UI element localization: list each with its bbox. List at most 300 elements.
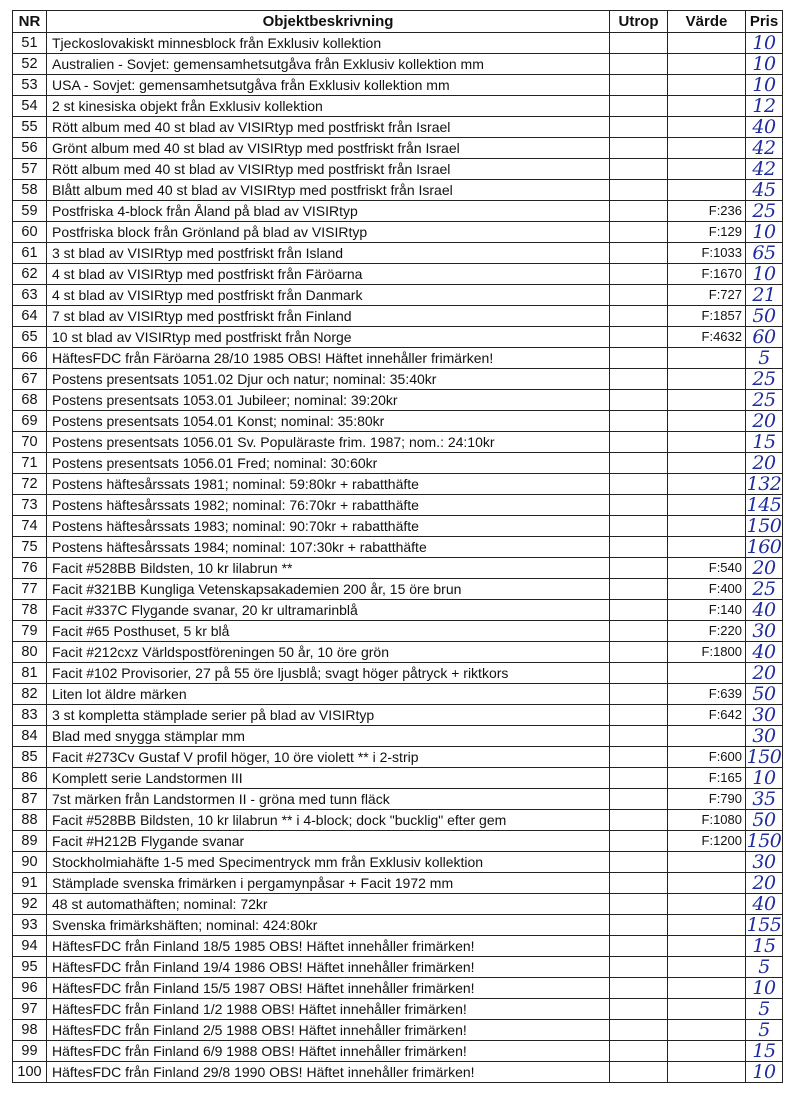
lot-utrop [610,1020,668,1041]
lot-number: 54 [13,96,47,117]
lot-number: 98 [13,1020,47,1041]
table-row [13,243,783,264]
lot-varde [668,1020,746,1041]
lot-utrop [610,33,668,54]
lot-number: 59 [13,201,47,222]
lot-number: 65 [13,327,47,348]
lot-varde [668,852,746,873]
header-row [13,11,783,33]
lot-description: 48 st automathäften; nominal: 72kr [47,894,610,915]
lot-pris: 10 [746,33,783,54]
lot-pris: 60 [746,327,783,348]
lot-varde [668,978,746,999]
lot-number: 88 [13,810,47,831]
lot-number: 71 [13,453,47,474]
lot-varde: F:1033 [668,243,746,264]
table-row [13,621,783,642]
lot-utrop [610,1041,668,1062]
lot-description: Grönt album med 40 st blad av VISIRtyp med postfriskt från Israel [47,138,610,159]
lot-number: 66 [13,348,47,369]
lot-utrop [610,75,668,96]
lot-varde [668,936,746,957]
lot-number: 56 [13,138,47,159]
lot-varde: F:1080 [668,810,746,831]
lot-varde [668,348,746,369]
lot-utrop [610,159,668,180]
lot-pris: 30 [746,852,783,873]
lot-description: Svenska frimärkshäften; nominal: 424:80kr [47,915,610,936]
lot-description: Postfriska 4-block från Åland på blad av VISIRtyp [47,201,610,222]
lot-utrop [610,1062,668,1083]
lot-utrop [610,579,668,600]
lot-description: HäftesFDC från Färöarna 28/10 1985 OBS! Häftet innehåller frimärken! [47,348,610,369]
lot-varde: F:639 [668,684,746,705]
lot-pris: 15 [746,432,783,453]
lot-varde [668,138,746,159]
table-row [13,96,783,117]
lot-description: 4 st blad av VISIRtyp med postfriskt från Färöarna [47,264,610,285]
table-row [13,642,783,663]
table-row [13,285,783,306]
header-pris: Pris [746,11,783,33]
lot-utrop [610,831,668,852]
lot-number: 82 [13,684,47,705]
lot-varde [668,159,746,180]
lot-varde [668,390,746,411]
lot-description: 3 st blad av VISIRtyp med postfriskt från Island [47,243,610,264]
lot-description: Blad med snygga stämplar mm [47,726,610,747]
table-row [13,558,783,579]
lot-number: 80 [13,642,47,663]
lot-number: 52 [13,54,47,75]
lot-number: 89 [13,831,47,852]
lot-number: 63 [13,285,47,306]
lot-description: Facit #H212B Flygande svanar [47,831,610,852]
lot-description: Facit #528BB Bildsten, 10 kr lilabrun ** [47,558,610,579]
table-row [13,390,783,411]
table-row [13,684,783,705]
lot-pris: 145 [746,494,782,516]
lot-varde [668,369,746,390]
lot-number: 72 [13,474,47,495]
lot-pris: 155 [746,914,782,936]
lot-utrop [610,915,668,936]
lot-description: Postens häftesårssats 1982; nominal: 76:70kr + rabatthäfte [47,495,610,516]
lot-varde [668,54,746,75]
lot-number: 84 [13,726,47,747]
table-row [13,894,783,915]
lot-varde [668,474,746,495]
lot-number: 79 [13,621,47,642]
lot-description: Facit #337C Flygande svanar, 20 kr ultramarinblå [47,600,610,621]
lot-number: 57 [13,159,47,180]
table-row [13,264,783,285]
table-row [13,999,783,1020]
table-row [13,159,783,180]
lot-description: Komplett serie Landstormen III [47,768,610,789]
table-row [13,495,783,516]
table-row [13,1020,783,1041]
table-row [13,579,783,600]
lot-varde [668,411,746,432]
lot-number: 53 [13,75,47,96]
lot-number: 86 [13,768,47,789]
lot-number: 92 [13,894,47,915]
table-row [13,33,783,54]
lot-pris: 50 [746,810,783,831]
lot-number: 60 [13,222,47,243]
table-row [13,873,783,894]
lot-varde [668,117,746,138]
lot-pris: 50 [746,306,783,327]
lot-utrop [610,432,668,453]
lot-description: HäftesFDC från Finland 29/8 1990 OBS! Häftet innehåller frimärken! [47,1062,610,1083]
lot-pris: 30 [746,621,783,642]
lot-number: 96 [13,978,47,999]
lot-varde: F:1800 [668,642,746,663]
lot-utrop [610,957,668,978]
table-body [13,33,783,1083]
lot-pris: 30 [746,705,783,726]
lot-number: 69 [13,411,47,432]
lot-number: 61 [13,243,47,264]
lot-utrop [610,453,668,474]
header-utrop: Utrop [610,11,668,33]
lot-utrop [610,516,668,537]
lot-pris: 10 [746,75,783,96]
lot-description: Facit #65 Posthuset, 5 kr blå [47,621,610,642]
lot-varde: F:400 [668,579,746,600]
lot-number: 55 [13,117,47,138]
lot-pris: 35 [746,789,783,810]
lot-pris: 5 [746,999,783,1020]
lot-description: Postens presentsats 1051.02 Djur och natur; nominal: 35:40kr [47,369,610,390]
lot-pris: 10 [746,54,783,75]
lot-utrop [610,747,668,768]
lot-pris: 30 [746,726,783,747]
table-row [13,663,783,684]
table-row [13,369,783,390]
table-row [13,789,783,810]
lot-varde [668,894,746,915]
lot-utrop [610,264,668,285]
lot-number: 64 [13,306,47,327]
lot-varde [668,432,746,453]
lot-pris: 25 [746,390,783,411]
lot-varde [668,999,746,1020]
lot-pris: 5 [746,957,783,978]
lot-varde: F:140 [668,600,746,621]
lot-description: Postens presentsats 1053.01 Jubileer; nominal: 39:20kr [47,390,610,411]
lot-number: 68 [13,390,47,411]
lot-number: 93 [13,915,47,936]
table-row [13,747,783,768]
lot-pris: 42 [746,159,783,180]
table-row [13,75,783,96]
lot-number: 73 [13,495,47,516]
lot-varde: F:600 [668,747,746,768]
lot-varde [668,516,746,537]
lot-pris: 132 [746,473,782,495]
lot-pris: 40 [746,894,783,915]
lot-varde [668,915,746,936]
lot-pris: 20 [746,453,783,474]
lot-description: Blått album med 40 st blad av VISIRtyp med postfriskt från Israel [47,180,610,201]
lot-utrop [610,411,668,432]
lot-varde: F:1857 [668,306,746,327]
lot-description: HäftesFDC från Finland 15/5 1987 OBS! Häftet innehåller frimärken! [47,978,610,999]
table-row [13,852,783,873]
lot-description: HäftesFDC från Finland 18/5 1985 OBS! Häftet innehåller frimärken! [47,936,610,957]
lot-description: HäftesFDC från Finland 6/9 1988 OBS! Häftet innehåller frimärken! [47,1041,610,1062]
lot-varde: F:1670 [668,264,746,285]
lot-description: Postens presentsats 1056.01 Sv. Populäraste frim. 1987; nom.: 24:10kr [47,432,610,453]
lot-varde [668,495,746,516]
lot-pris: 20 [746,873,783,894]
lot-pris: 25 [746,201,783,222]
lot-description: Postens häftesårssats 1983; nominal: 90:70kr + rabatthäfte [47,516,610,537]
lot-varde [668,873,746,894]
table-row [13,138,783,159]
lot-description: Liten lot äldre märken [47,684,610,705]
auction-list-sheet [12,10,782,1083]
lot-pris: 42 [746,138,783,159]
lot-number: 58 [13,180,47,201]
table-row [13,117,783,138]
table-row [13,831,783,852]
lot-utrop [610,810,668,831]
table-row [13,810,783,831]
lot-number: 87 [13,789,47,810]
table-row [13,936,783,957]
lot-varde [668,33,746,54]
lot-pris: 40 [746,600,783,621]
lot-description: 4 st blad av VISIRtyp med postfriskt från Danmark [47,285,610,306]
lot-utrop [610,201,668,222]
lot-number: 90 [13,852,47,873]
lot-utrop [610,558,668,579]
lot-utrop [610,642,668,663]
header-nr: NR [13,11,47,33]
lot-varde: F:165 [668,768,746,789]
lot-utrop [610,306,668,327]
lot-description: Postens häftesårssats 1981; nominal: 59:80kr + rabatthäfte [47,474,610,495]
lot-pris: 65 [746,243,783,264]
table-row [13,474,783,495]
lot-varde: F:4632 [668,327,746,348]
lot-utrop [610,243,668,264]
lot-number: 75 [13,537,47,558]
lot-description: Rött album med 40 st blad av VISIRtyp med postfriskt från Israel [47,117,610,138]
lot-utrop [610,180,668,201]
lot-number: 91 [13,873,47,894]
lot-utrop [610,789,668,810]
lot-number: 97 [13,999,47,1020]
lot-description: 7st märken från Landstormen II - gröna med tunn fläck [47,789,610,810]
lot-pris: 10 [746,1062,783,1083]
lot-pris: 5 [746,348,783,369]
lot-description: HäftesFDC från Finland 1/2 1988 OBS! Häftet innehåller frimärken! [47,999,610,1020]
lot-utrop [610,726,668,747]
table-row [13,432,783,453]
lot-pris: 15 [746,936,783,957]
lot-utrop [610,390,668,411]
lot-description: Australien - Sovjet: gemensamhetsutgåva från Exklusiv kollektion mm [47,54,610,75]
lot-utrop [610,999,668,1020]
lot-description: Postens presentsats 1054.01 Konst; nominal: 35:80kr [47,411,610,432]
lot-utrop [610,873,668,894]
table-row [13,327,783,348]
table-row [13,600,783,621]
table-row [13,726,783,747]
lot-varde [668,1062,746,1083]
lot-description: Tjeckoslovakiskt minnesblock från Exklusiv kollektion [47,33,610,54]
lot-utrop [610,327,668,348]
lot-description: USA - Sovjet: gemensamhetsutgåva från Exklusiv kollektion mm [47,75,610,96]
lot-varde: F:727 [668,285,746,306]
lot-utrop [610,852,668,873]
lot-pris: 20 [746,663,783,684]
lot-number: 94 [13,936,47,957]
lot-description: Facit #212cxz Världspostföreningen 50 år, 10 öre grön [47,642,610,663]
lot-number: 70 [13,432,47,453]
lot-description: HäftesFDC från Finland 19/4 1986 OBS! Häftet innehåller frimärken! [47,957,610,978]
lot-description: 2 st kinesiska objekt från Exklusiv kollektion [47,96,610,117]
lot-description: Postens presentsats 1056.01 Fred; nominal: 30:60kr [47,453,610,474]
lot-number: 51 [13,33,47,54]
table-row [13,957,783,978]
lot-utrop [610,474,668,495]
table-row [13,516,783,537]
lot-pris: 50 [746,684,783,705]
lot-number: 78 [13,600,47,621]
lot-number: 99 [13,1041,47,1062]
lot-varde [668,726,746,747]
lot-number: 100 [13,1062,47,1083]
lot-pris: 10 [746,978,783,999]
lot-description: Stämplade svenska frimärken i pergamynpåsar + Facit 1972 mm [47,873,610,894]
lot-pris: 160 [746,536,782,558]
table-row [13,537,783,558]
lot-pris: 10 [746,222,783,243]
lot-utrop [610,222,668,243]
lot-utrop [610,705,668,726]
lot-pris: 150 [746,746,782,768]
header-varde: Värde [668,11,746,33]
lot-number: 67 [13,369,47,390]
table-row [13,915,783,936]
lot-varde: F:220 [668,621,746,642]
lot-varde: F:642 [668,705,746,726]
lot-varde: F:236 [668,201,746,222]
lot-utrop [610,96,668,117]
lot-utrop [610,348,668,369]
table-row [13,201,783,222]
table-row [13,411,783,432]
lot-number: 83 [13,705,47,726]
table-row [13,453,783,474]
lot-description: 7 st blad av VISIRtyp med postfriskt från Finland [47,306,610,327]
lot-varde: F:540 [668,558,746,579]
lot-number: 62 [13,264,47,285]
lot-number: 81 [13,663,47,684]
lot-description: Postens häftesårssats 1984; nominal: 107:30kr + rabatthäfte [47,537,610,558]
lot-utrop [610,621,668,642]
lot-varde [668,663,746,684]
lot-description: Facit #273Cv Gustaf V profil höger, 10 öre violett ** i 2-strip [47,747,610,768]
lot-varde: F:790 [668,789,746,810]
auction-table [12,10,783,1083]
lot-varde [668,75,746,96]
lot-varde [668,180,746,201]
lot-description: Facit #528BB Bildsten, 10 kr lilabrun ** i 4-block; dock "bucklig" efter gem [47,810,610,831]
lot-number: 95 [13,957,47,978]
lot-description: 10 st blad av VISIRtyp med postfriskt från Norge [47,327,610,348]
table-row [13,222,783,243]
table-row [13,348,783,369]
lot-pris: 20 [746,558,783,579]
table-row [13,54,783,75]
lot-utrop [610,684,668,705]
lot-pris: 40 [746,117,783,138]
lot-varde: F:1200 [668,831,746,852]
lot-pris: 21 [746,285,783,306]
lot-varde [668,537,746,558]
table-row [13,768,783,789]
lot-varde [668,957,746,978]
lot-pris: 10 [746,264,783,285]
lot-utrop [610,537,668,558]
lot-description: HäftesFDC från Finland 2/5 1988 OBS! Häftet innehåller frimärken! [47,1020,610,1041]
lot-utrop [610,978,668,999]
lot-utrop [610,600,668,621]
lot-description: Stockholmiahäfte 1-5 med Specimentryck mm från Exklusiv kollektion [47,852,610,873]
lot-description: Facit #321BB Kungliga Vetenskapsakademien 200 år, 15 öre brun [47,579,610,600]
lot-utrop [610,495,668,516]
table-row [13,705,783,726]
lot-utrop [610,285,668,306]
lot-varde: F:129 [668,222,746,243]
lot-utrop [610,768,668,789]
lot-pris: 15 [746,1041,783,1062]
lot-pris: 5 [746,1020,783,1041]
lot-pris: 20 [746,411,783,432]
lot-pris: 45 [746,180,783,201]
lot-pris: 150 [746,515,782,537]
lot-varde [668,1041,746,1062]
lot-pris: 150 [746,830,782,852]
table-row [13,1041,783,1062]
lot-number: 77 [13,579,47,600]
lot-utrop [610,369,668,390]
header-description: Objektbeskrivning [47,11,610,33]
lot-description: Rött album med 40 st blad av VISIRtyp med postfriskt från Israel [47,159,610,180]
lot-utrop [610,936,668,957]
table-row [13,180,783,201]
lot-pris: 12 [746,96,783,117]
lot-pris: 10 [746,768,783,789]
lot-varde [668,96,746,117]
lot-utrop [610,138,668,159]
lot-pris: 25 [746,579,783,600]
lot-utrop [610,117,668,138]
table-row [13,1062,783,1083]
lot-number: 74 [13,516,47,537]
lot-number: 85 [13,747,47,768]
lot-description: Postfriska block från Grönland på blad av VISIRtyp [47,222,610,243]
lot-description: 3 st kompletta stämplade serier på blad av VISIRtyp [47,705,610,726]
lot-varde [668,453,746,474]
